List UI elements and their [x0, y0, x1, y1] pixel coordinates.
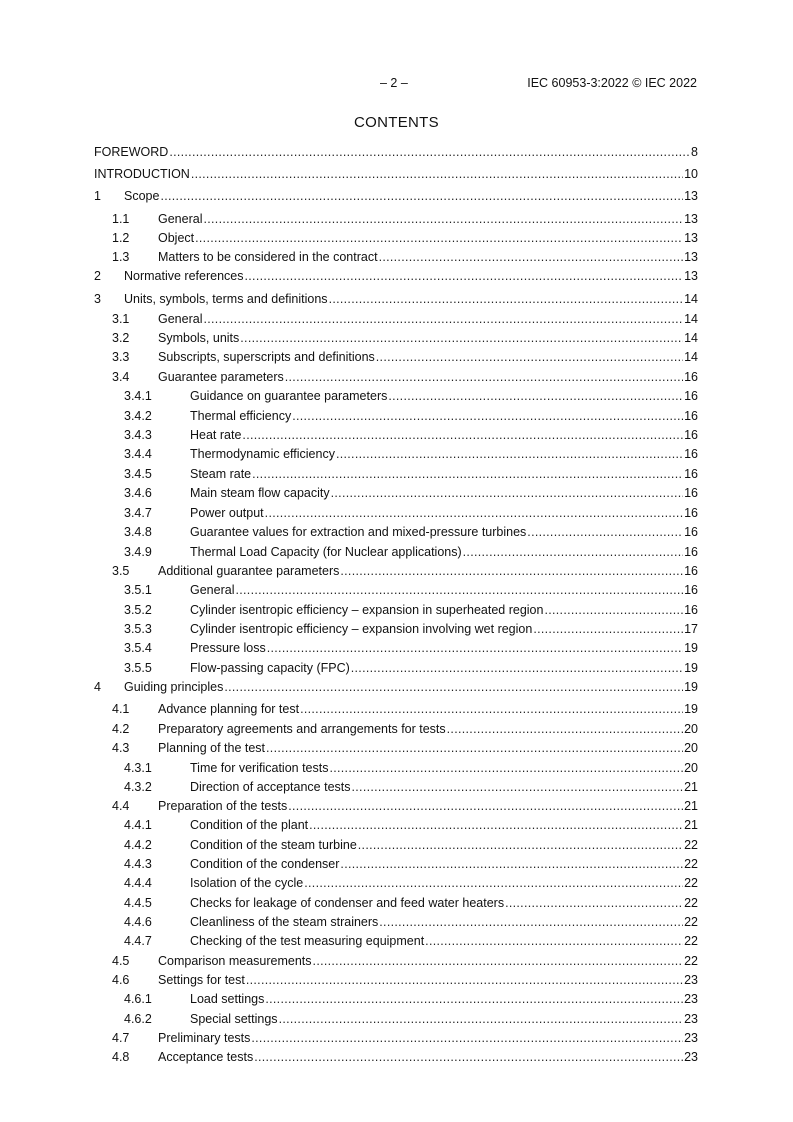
toc-entry[interactable] [94, 409, 698, 427]
toc-entry[interactable] [94, 838, 698, 856]
toc-entry-title: Main steam flow capacity [190, 486, 330, 500]
toc-entry-page: 22 [684, 896, 698, 910]
toc-entry-number: 1.2 [112, 231, 130, 245]
toc-entry-page: 16 [684, 603, 698, 617]
toc-entry-title: Settings for test [158, 973, 245, 987]
dot-leader [191, 167, 683, 181]
toc-entry-title: Guiding principles [124, 680, 224, 694]
dot-leader [279, 1012, 684, 1026]
toc-entry[interactable] [94, 545, 698, 563]
toc-entry-title: Thermal Load Capacity (for Nuclear applications) [190, 545, 462, 559]
dot-leader [267, 641, 683, 655]
toc-entry[interactable] [94, 641, 698, 659]
toc-entry-title: Guarantee values for extraction and mixed-pressure turbines [190, 525, 527, 539]
dot-leader [224, 680, 683, 694]
toc-entry-title: Guarantee parameters [158, 370, 284, 384]
toc-entry-page: 13 [684, 189, 698, 203]
dot-leader [527, 525, 683, 539]
dot-leader [285, 370, 683, 384]
toc-entry-page: 22 [684, 838, 698, 852]
toc-entry-title: General [190, 583, 235, 597]
dot-leader [240, 331, 683, 345]
toc-entry[interactable] [94, 506, 698, 524]
toc-entry[interactable] [94, 525, 698, 543]
toc-entry-number: 1.3 [112, 250, 130, 264]
toc-entry[interactable] [94, 389, 698, 407]
toc-entry[interactable] [94, 486, 698, 504]
toc-entry-page: 10 [684, 167, 698, 181]
standard-reference: IEC 60953-3:2022 © IEC 2022 [527, 76, 697, 90]
toc-entry[interactable] [94, 780, 698, 798]
toc-entry-page: 13 [684, 269, 698, 283]
toc-entry[interactable] [94, 603, 698, 621]
toc-entry-page: 23 [684, 1031, 698, 1045]
toc-entry-title: Checking of the test measuring equipment [190, 934, 425, 948]
dot-leader [329, 292, 684, 306]
toc-entry-number: 2 [94, 269, 101, 283]
toc-entry-page: 19 [684, 661, 698, 675]
toc-entry-title: Cleanliness of the steam strainers [190, 915, 379, 929]
toc-entry[interactable] [94, 954, 698, 972]
toc-entry-page: 23 [684, 973, 698, 987]
toc-entry[interactable] [94, 350, 698, 368]
toc-entry-title: Pressure loss [190, 641, 266, 655]
toc-entry-page: 14 [684, 292, 698, 306]
dot-leader [351, 661, 683, 675]
toc-entry-page: 14 [684, 331, 698, 345]
toc-entry-number: 4.7 [112, 1031, 130, 1045]
toc-entry[interactable] [94, 250, 698, 268]
toc-entry-page: 8 [691, 145, 698, 159]
toc-entry[interactable] [94, 741, 698, 759]
toc-entry-page: 13 [684, 212, 698, 226]
toc-entry-page: 21 [684, 799, 698, 813]
toc-entry-title: Steam rate [190, 467, 252, 481]
page-number: – 2 – [380, 76, 408, 90]
toc-entry[interactable] [94, 212, 698, 230]
dot-leader [242, 428, 683, 442]
toc-entry-title: Thermodynamic efficiency [190, 447, 335, 461]
toc-entry-page: 21 [684, 780, 698, 794]
toc-entry-title: INTRODUCTION [94, 167, 190, 181]
toc-entry-page: 19 [684, 702, 698, 716]
toc-entry-title: Units, symbols, terms and definitions [124, 292, 328, 306]
toc-entry-page: 16 [684, 583, 698, 597]
dot-leader [292, 409, 683, 423]
toc-entry-title: Acceptance tests [158, 1050, 254, 1064]
toc-entry-title: Thermal efficiency [190, 409, 292, 423]
toc-entry-title: Isolation of the cycle [190, 876, 304, 890]
toc-entry-number: 3.4.2 [124, 409, 152, 423]
toc-entry-number: 4.6 [112, 973, 130, 987]
toc-entry-page: 16 [684, 486, 698, 500]
toc-entry-title: Direction of acceptance tests [190, 780, 351, 794]
toc-entry-page: 16 [684, 506, 698, 520]
toc-entry-title: Scope [124, 189, 160, 203]
toc-entry[interactable] [94, 370, 698, 388]
toc-entry-title: Power output [190, 506, 264, 520]
toc-entry-page: 22 [684, 857, 698, 871]
toc-entry-number: 3.5.4 [124, 641, 152, 655]
dot-leader [379, 250, 684, 264]
toc-entry-page: 17 [684, 622, 698, 636]
toc-entry-title: Normative references [124, 269, 244, 283]
toc-entry-page: 16 [684, 564, 698, 578]
toc-entry-title: Special settings [190, 1012, 278, 1026]
toc-entry-page: 20 [684, 741, 698, 755]
dot-leader [505, 896, 683, 910]
dot-leader [160, 189, 683, 203]
toc-entry-title: Preparatory agreements and arrangements for tests [158, 722, 446, 736]
toc-entry-number: 3.3 [112, 350, 130, 364]
toc-entry-page: 14 [684, 350, 698, 364]
dot-leader [203, 312, 683, 326]
toc-entry-number: 3.4.9 [124, 545, 152, 559]
toc-entry-page: 23 [684, 1050, 698, 1064]
toc-entry[interactable] [94, 189, 698, 207]
toc-entry[interactable] [94, 915, 698, 933]
toc-entry[interactable] [94, 331, 698, 349]
dot-leader [266, 741, 683, 755]
toc-entry-title: Matters to be considered in the contract [158, 250, 378, 264]
toc-entry-title: Cylinder isentropic efficiency – expansion in superheated region [190, 603, 544, 617]
toc-entry[interactable] [94, 231, 698, 249]
toc-entry-title: Subscripts, superscripts and definitions [158, 350, 375, 364]
toc-entry-number: 4.4.3 [124, 857, 152, 871]
toc-entry-number: 4.3 [112, 741, 130, 755]
toc-entry-page: 20 [684, 761, 698, 775]
dot-leader [544, 603, 683, 617]
toc-entry-page: 19 [684, 680, 698, 694]
toc-entry[interactable] [94, 145, 698, 163]
toc-entry-number: 4.4.5 [124, 896, 152, 910]
dot-leader [265, 506, 683, 520]
toc-entry[interactable] [94, 680, 698, 698]
dot-leader [245, 269, 684, 283]
toc-entry-number: 3.5.5 [124, 661, 152, 675]
toc-entry-number: 3 [94, 292, 101, 306]
toc-entry-title: Cylinder isentropic efficiency – expansion involving wet region [190, 622, 533, 636]
dot-leader [288, 799, 683, 813]
toc-entry-title: General [158, 212, 203, 226]
toc-entry[interactable] [94, 857, 698, 875]
toc-entry-number: 4.4.4 [124, 876, 152, 890]
toc-entry[interactable] [94, 1012, 698, 1030]
toc-entry-number: 4.2 [112, 722, 130, 736]
toc-entry-page: 22 [684, 915, 698, 929]
toc-entry-number: 4.8 [112, 1050, 130, 1064]
toc-entry-number: 3.4.8 [124, 525, 152, 539]
toc-entry[interactable] [94, 818, 698, 836]
toc-entry-page: 16 [684, 467, 698, 481]
toc-entry-page: 21 [684, 818, 698, 832]
dot-leader [309, 818, 683, 832]
toc-entry-number: 4.4 [112, 799, 130, 813]
dot-leader [300, 702, 683, 716]
toc-entry-page: 23 [684, 992, 698, 1006]
toc-entry-number: 4.3.1 [124, 761, 152, 775]
toc-entry-page: 16 [684, 447, 698, 461]
toc-entry-number: 3.4.5 [124, 467, 152, 481]
toc-entry-number: 4.4.2 [124, 838, 152, 852]
toc-entry[interactable] [94, 973, 698, 991]
toc-entry[interactable] [94, 702, 698, 720]
toc-entry[interactable] [94, 876, 698, 894]
toc-entry[interactable] [94, 622, 698, 640]
toc-entry[interactable] [94, 564, 698, 582]
toc-entry-title: Comparison measurements [158, 954, 312, 968]
toc-entry-title: General [158, 312, 203, 326]
dot-leader [203, 212, 683, 226]
page-title: CONTENTS [354, 114, 439, 131]
toc-entry-title: Preliminary tests [158, 1031, 251, 1045]
toc-entry[interactable] [94, 992, 698, 1010]
toc-entry-title: Additional guarantee parameters [158, 564, 340, 578]
toc-entry-number: 4.5 [112, 954, 130, 968]
dot-leader [169, 145, 690, 159]
toc-entry-number: 1 [94, 189, 101, 203]
toc-entry-number: 3.5.2 [124, 603, 152, 617]
toc-entry-title: Guidance on guarantee parameters [190, 389, 388, 403]
dot-leader [246, 973, 683, 987]
dot-leader [352, 780, 684, 794]
toc-entry-page: 19 [684, 641, 698, 655]
toc-entry[interactable] [94, 661, 698, 679]
toc-entry-number: 4 [94, 680, 101, 694]
toc-entry-number: 4.3.2 [124, 780, 152, 794]
toc-entry-page: 16 [684, 525, 698, 539]
toc-entry-number: 4.4.1 [124, 818, 152, 832]
toc-entry-page: 20 [684, 722, 698, 736]
toc-entry[interactable] [94, 896, 698, 914]
dot-leader [388, 389, 683, 403]
dot-leader [340, 564, 683, 578]
toc-entry-title: Time for verification tests [190, 761, 329, 775]
dot-leader [358, 838, 683, 852]
dot-leader [329, 761, 683, 775]
toc-entry-title: FOREWORD [94, 145, 169, 159]
toc-entry[interactable] [94, 934, 698, 952]
toc-entry[interactable] [94, 312, 698, 330]
toc-entry-title: Planning of the test [158, 741, 266, 755]
toc-entry-number: 4.1 [112, 702, 130, 716]
dot-leader [252, 467, 683, 481]
toc-entry-number: 3.5.3 [124, 622, 152, 636]
dot-leader [313, 954, 684, 968]
toc-entry-page: 14 [684, 312, 698, 326]
toc-entry-page: 22 [684, 876, 698, 890]
dot-leader [235, 583, 683, 597]
dot-leader [251, 1031, 683, 1045]
toc-entry-page: 16 [684, 409, 698, 423]
toc-entry-page: 16 [684, 545, 698, 559]
toc-entry-number: 3.4.4 [124, 447, 152, 461]
toc-entry-title: Condition of the condenser [190, 857, 340, 871]
toc-entry-page: 16 [684, 428, 698, 442]
dot-leader [336, 447, 683, 461]
toc-entry-number: 4.4.6 [124, 915, 152, 929]
toc-entry-number: 3.4.6 [124, 486, 152, 500]
dot-leader [265, 992, 683, 1006]
toc-entry-number: 3.1 [112, 312, 130, 326]
toc-entry[interactable] [94, 292, 698, 310]
dot-leader [463, 545, 683, 559]
toc-entry[interactable] [94, 428, 698, 446]
dot-leader [304, 876, 683, 890]
toc-entry[interactable] [94, 1031, 698, 1049]
dot-leader [379, 915, 683, 929]
toc-entry[interactable] [94, 167, 698, 185]
toc-entry[interactable] [94, 799, 698, 817]
toc-entry-page: 16 [684, 389, 698, 403]
toc-entry-title: Condition of the steam turbine [190, 838, 357, 852]
dot-leader [254, 1050, 683, 1064]
toc-entry-title: Condition of the plant [190, 818, 309, 832]
toc-entry-number: 3.2 [112, 331, 130, 345]
toc-entry[interactable] [94, 1050, 698, 1068]
toc-entry-page: 23 [684, 1012, 698, 1026]
dot-leader [340, 857, 683, 871]
toc-entry-number: 3.4 [112, 370, 130, 384]
toc-entry-number: 3.5 [112, 564, 130, 578]
toc-entry-title: Advance planning for test [158, 702, 300, 716]
toc-entry-number: 3.4.1 [124, 389, 152, 403]
toc-entry-title: Symbols, units [158, 331, 240, 345]
toc-entry-title: Flow-passing capacity (FPC) [190, 661, 350, 675]
toc-entry-title: Heat rate [190, 428, 242, 442]
toc-entry[interactable] [94, 447, 698, 465]
toc-entry-title: Load settings [190, 992, 265, 1006]
toc-entry[interactable] [94, 467, 698, 485]
toc-entry-page: 16 [684, 370, 698, 384]
toc-entry-title: Object [158, 231, 195, 245]
toc-entry-number: 1.1 [112, 212, 130, 226]
toc-entry-number: 4.4.7 [124, 934, 152, 948]
toc-entry[interactable] [94, 722, 698, 740]
toc-entry-title: Preparation of the tests [158, 799, 288, 813]
toc-entry[interactable] [94, 761, 698, 779]
toc-entry-page: 13 [684, 250, 698, 264]
toc-entry-number: 3.5.1 [124, 583, 152, 597]
toc-entry-number: 4.6.1 [124, 992, 152, 1006]
dot-leader [447, 722, 683, 736]
toc-entry-number: 3.4.3 [124, 428, 152, 442]
toc-entry[interactable] [94, 269, 698, 287]
dot-leader [425, 934, 683, 948]
dot-leader [331, 486, 683, 500]
toc-entry-number: 4.6.2 [124, 1012, 152, 1026]
toc-entry-title: Checks for leakage of condenser and feed water heaters [190, 896, 505, 910]
dot-leader [533, 622, 683, 636]
toc-entry-page: 13 [684, 231, 698, 245]
dot-leader [376, 350, 683, 364]
dot-leader [195, 231, 683, 245]
toc-entry-page: 22 [684, 934, 698, 948]
toc-entry[interactable] [94, 583, 698, 601]
toc-entry-page: 22 [684, 954, 698, 968]
toc-entry-number: 3.4.7 [124, 506, 152, 520]
